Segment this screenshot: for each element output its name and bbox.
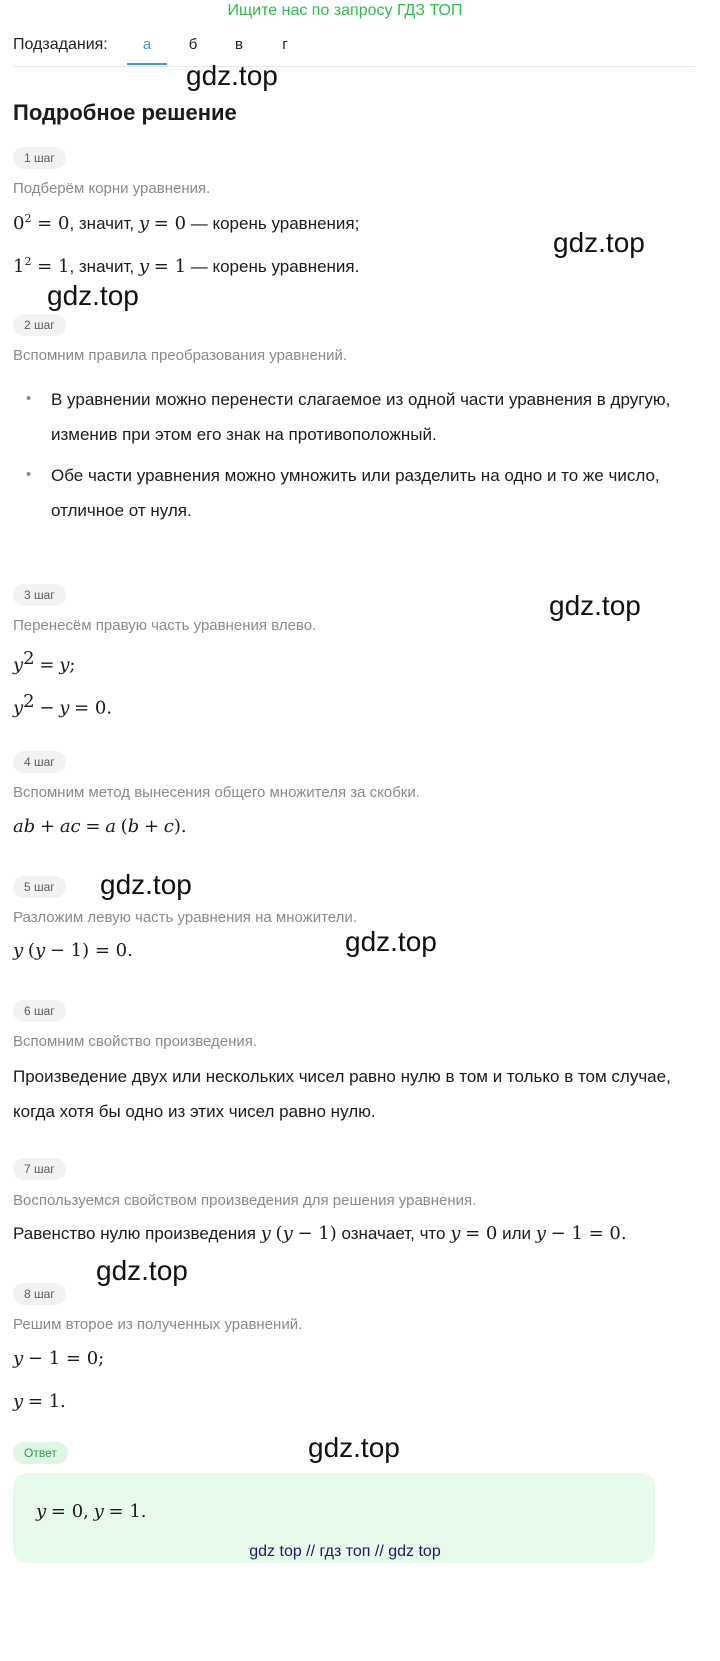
watermark: gdz.top (100, 869, 192, 900)
tab-g[interactable]: г (282, 36, 288, 53)
formula: y (y − 1) = 0. (13, 940, 133, 961)
step1-line1: $0^2 = 0$, значит, y = 0 — корень уравнения; (13, 212, 360, 234)
tab-b[interactable]: б (188, 36, 198, 53)
formula: ab + ac = a (b + c). (13, 816, 187, 837)
step7-conclusion: Равенство нулю произведения y (y − 1) означает, что y = 0 или y − 1 = 0. (13, 1223, 627, 1244)
formula: y − 1 = 0; (13, 1348, 105, 1369)
step-badge: 1 шаг (13, 147, 66, 169)
step-hint: Решим второе из полученных уравнений. (13, 1316, 303, 1333)
watermark: gdz.top (47, 280, 139, 311)
list-item: • В уравнении можно перенести слагаемое из одной части уравнения в другую, изменив при этом его знак на противоположный. (26, 390, 671, 444)
footer-links: gdz top // гдз топ // gdz top (249, 1543, 441, 1560)
step-badge: 6 шаг (13, 1000, 66, 1022)
promo-banner: Ищите нас по запросу ГДЗ ТОП (227, 2, 463, 19)
tab-v[interactable]: в (235, 36, 243, 53)
step-badge: 8 шаг (13, 1283, 66, 1305)
rules-list (13, 382, 673, 534)
formula: $y^2 - y = 0$. (13, 691, 113, 719)
step-hint: Воспользуемся свойством произведения для решения уравнения. (13, 1192, 477, 1209)
step-hint: Вспомним правила преобразования уравнений. (13, 347, 348, 364)
step-hint: Перенесём правую часть уравнения влево. (13, 617, 317, 634)
step-hint: Подберём корни уравнения. (13, 180, 211, 197)
formula: y = 1. (13, 1391, 66, 1412)
tab-a[interactable]: а (127, 36, 167, 53)
step-badge: 7 шаг (13, 1158, 66, 1180)
step-hint: Вспомним метод вынесения общего множителя за скобки. (13, 784, 420, 801)
step-hint: Вспомним свойство произведения. (13, 1033, 258, 1050)
step-badge: 4 шаг (13, 751, 66, 773)
product-property: Произведение двух или нескольких чисел равно нулю в том и только в том случае, когда хотя бы одно из этих чисел равно нулю. (13, 1067, 671, 1121)
watermark: gdz.top (345, 926, 437, 957)
step-badge: 5 шаг (13, 876, 66, 898)
subtasks-tabs (13, 34, 695, 67)
watermark: gdz.top (549, 590, 641, 621)
watermark: gdz.top (308, 1432, 400, 1463)
answer-badge: Ответ (13, 1442, 68, 1464)
step-badge: 2 шаг (13, 314, 66, 336)
step-hint: Разложим левую часть уравнения на множители. (13, 909, 357, 926)
watermark: gdz.top (96, 1255, 188, 1286)
page-title: Подробное решение (13, 100, 237, 125)
step1-line2: $1^2 = 1$, значит, y = 1 — корень уравнения. (13, 255, 360, 277)
step-badge: 3 шаг (13, 584, 66, 606)
subtasks-label: Подзадания: (13, 36, 108, 53)
watermark: gdz.top (186, 60, 278, 91)
formula: $y^2 = y$; (13, 648, 76, 676)
answer-value: y = 0, y = 1. (36, 1501, 147, 1522)
list-item: • Обе части уравнения можно умножить или разделить на одно и то же число, отличное от нуля. (26, 466, 660, 520)
watermark: gdz.top (553, 227, 645, 258)
